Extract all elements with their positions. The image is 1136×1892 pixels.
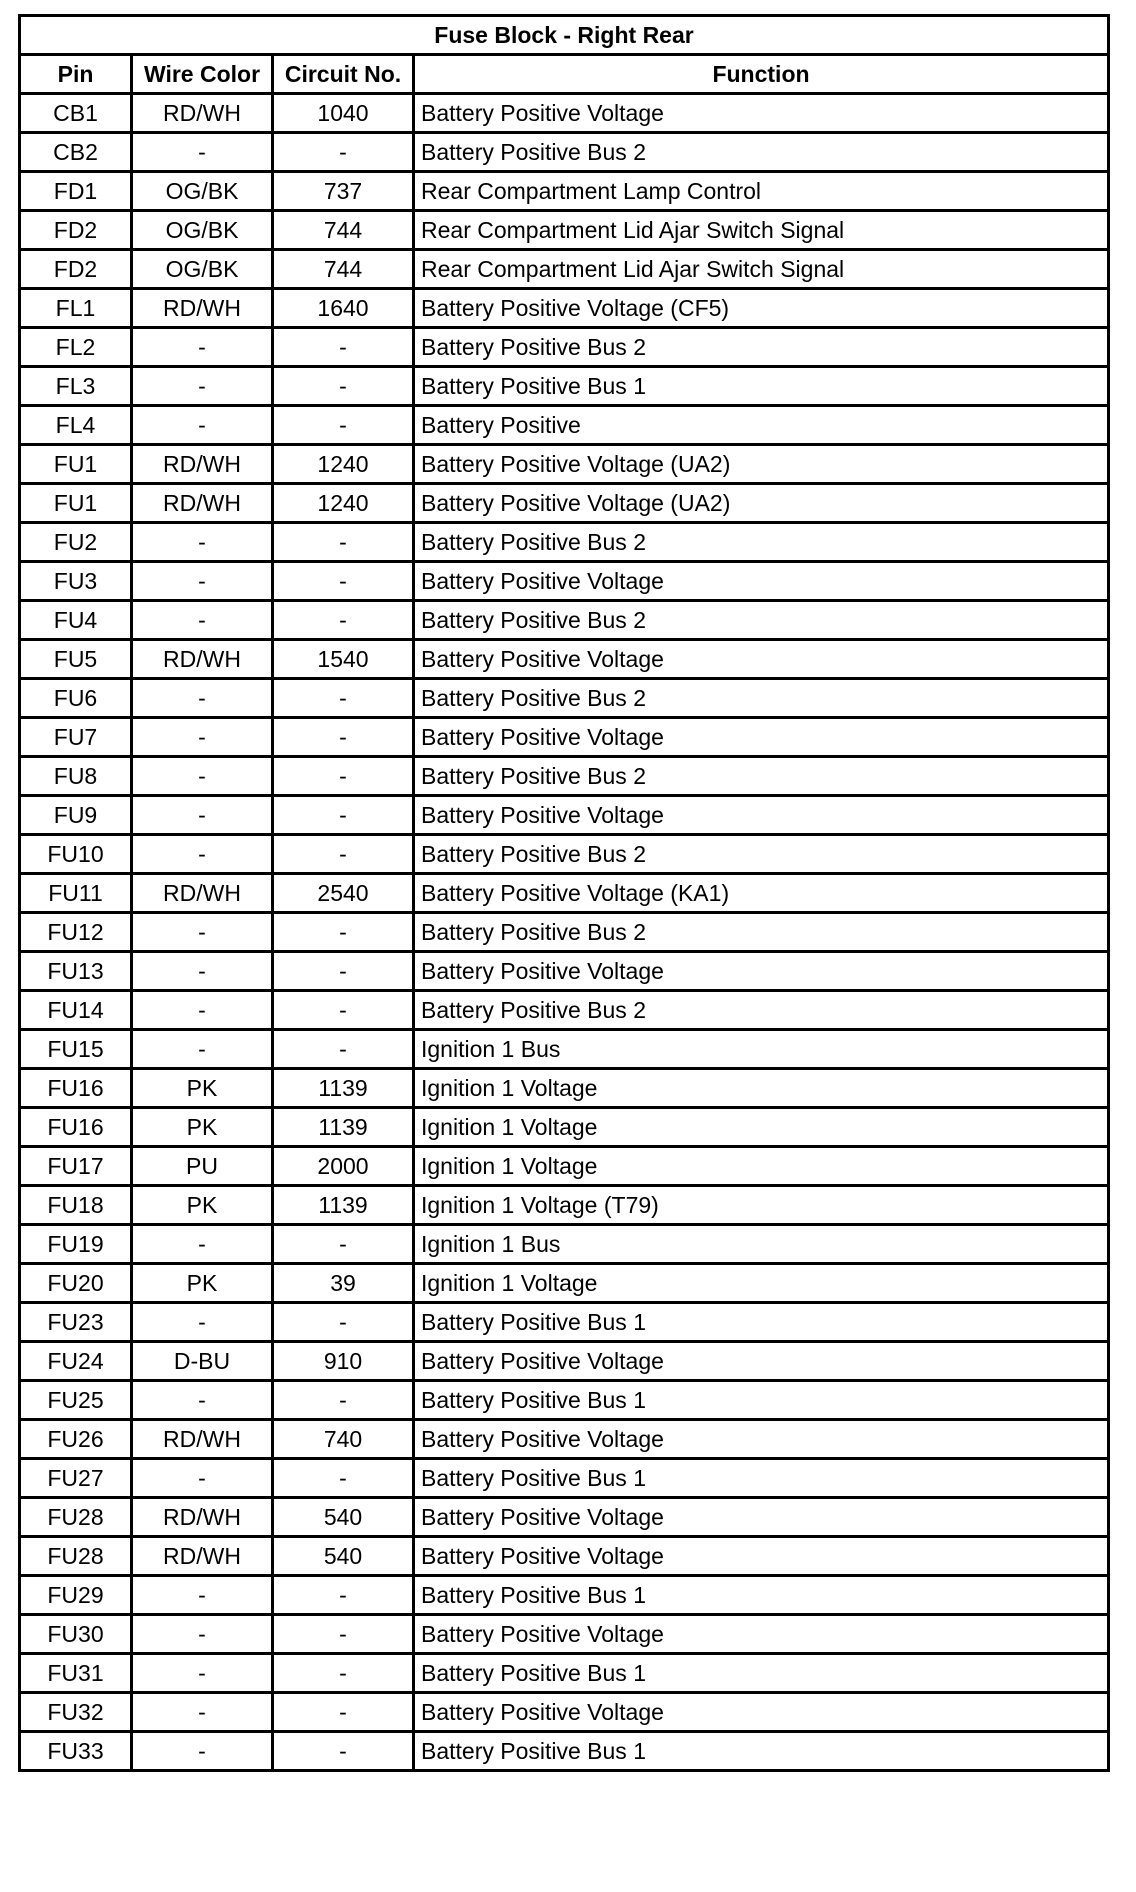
cell-circuit-no: - [273, 1615, 414, 1654]
cell-circuit-no: - [273, 1576, 414, 1615]
table-row [20, 991, 1109, 1030]
cell-pin: FU30 [20, 1615, 132, 1654]
cell-pin: FU2 [20, 523, 132, 562]
cell-function: Ignition 1 Voltage [414, 1147, 1109, 1186]
cell-function: Ignition 1 Voltage [414, 1108, 1109, 1147]
cell-function: Ignition 1 Voltage [414, 1264, 1109, 1303]
cell-wire-color: - [132, 367, 273, 406]
table-row [20, 1108, 1109, 1147]
cell-function: Battery Positive Bus 1 [414, 1576, 1109, 1615]
cell-pin: FU23 [20, 1303, 132, 1342]
cell-pin: FU24 [20, 1342, 132, 1381]
cell-pin: FL2 [20, 328, 132, 367]
cell-circuit-no: - [273, 1693, 414, 1732]
cell-pin: FU27 [20, 1459, 132, 1498]
table-row [20, 796, 1109, 835]
cell-circuit-no: - [273, 1732, 414, 1771]
cell-wire-color: - [132, 1225, 273, 1264]
cell-wire-color: - [132, 1693, 273, 1732]
cell-circuit-no: - [273, 406, 414, 445]
cell-circuit-no: - [273, 367, 414, 406]
cell-circuit-no: 1139 [273, 1069, 414, 1108]
cell-function: Battery Positive Voltage [414, 1498, 1109, 1537]
cell-circuit-no: - [273, 1303, 414, 1342]
table-row [20, 1537, 1109, 1576]
cell-wire-color: RD/WH [132, 289, 273, 328]
cell-pin: FU19 [20, 1225, 132, 1264]
cell-function: Battery Positive Voltage [414, 1342, 1109, 1381]
cell-pin: FU12 [20, 913, 132, 952]
cell-wire-color: - [132, 523, 273, 562]
table-row [20, 874, 1109, 913]
cell-pin: FU29 [20, 1576, 132, 1615]
cell-circuit-no: - [273, 1459, 414, 1498]
cell-wire-color: - [132, 757, 273, 796]
cell-pin: FU8 [20, 757, 132, 796]
cell-pin: FU20 [20, 1264, 132, 1303]
cell-wire-color: - [132, 1459, 273, 1498]
cell-circuit-no: - [273, 133, 414, 172]
cell-wire-color: - [132, 1381, 273, 1420]
table-row [20, 679, 1109, 718]
cell-circuit-no: - [273, 757, 414, 796]
cell-wire-color: - [132, 835, 273, 874]
cell-circuit-no: - [273, 991, 414, 1030]
table-row [20, 1654, 1109, 1693]
cell-circuit-no: 39 [273, 1264, 414, 1303]
cell-wire-color: - [132, 133, 273, 172]
cell-circuit-no: 1139 [273, 1186, 414, 1225]
table-row [20, 1147, 1109, 1186]
cell-function: Battery Positive Voltage [414, 952, 1109, 991]
cell-circuit-no: - [273, 1654, 414, 1693]
cell-wire-color: RD/WH [132, 94, 273, 133]
cell-pin: FU16 [20, 1108, 132, 1147]
cell-circuit-no: 737 [273, 172, 414, 211]
table-row [20, 406, 1109, 445]
cell-pin: FL3 [20, 367, 132, 406]
cell-function: Battery Positive Voltage [414, 718, 1109, 757]
cell-wire-color: - [132, 1615, 273, 1654]
cell-function: Ignition 1 Voltage (T79) [414, 1186, 1109, 1225]
header-circuit-no: Circuit No. [273, 55, 414, 94]
header-function: Function [414, 55, 1109, 94]
cell-circuit-no: 910 [273, 1342, 414, 1381]
cell-pin: FU18 [20, 1186, 132, 1225]
table-title-row [20, 16, 1109, 55]
cell-wire-color: - [132, 328, 273, 367]
cell-function: Battery Positive [414, 406, 1109, 445]
cell-pin: FU11 [20, 874, 132, 913]
cell-circuit-no: 744 [273, 211, 414, 250]
cell-wire-color: - [132, 1576, 273, 1615]
cell-wire-color: PK [132, 1069, 273, 1108]
cell-function: Battery Positive Bus 2 [414, 835, 1109, 874]
cell-wire-color: PU [132, 1147, 273, 1186]
cell-wire-color: PK [132, 1108, 273, 1147]
cell-pin: FL4 [20, 406, 132, 445]
table-row [20, 1381, 1109, 1420]
cell-pin: FU6 [20, 679, 132, 718]
cell-pin: FU17 [20, 1147, 132, 1186]
table-row [20, 640, 1109, 679]
table-row [20, 1576, 1109, 1615]
cell-circuit-no: - [273, 679, 414, 718]
cell-wire-color: - [132, 601, 273, 640]
cell-wire-color: - [132, 952, 273, 991]
table-row [20, 952, 1109, 991]
cell-wire-color: RD/WH [132, 1537, 273, 1576]
cell-function: Ignition 1 Voltage [414, 1069, 1109, 1108]
cell-function: Battery Positive Voltage [414, 1420, 1109, 1459]
table-row [20, 1420, 1109, 1459]
cell-circuit-no: - [273, 1381, 414, 1420]
cell-circuit-no: 1640 [273, 289, 414, 328]
cell-circuit-no: - [273, 796, 414, 835]
table-row [20, 1498, 1109, 1537]
table-row [20, 94, 1109, 133]
cell-wire-color: - [132, 718, 273, 757]
cell-function: Battery Positive Bus 2 [414, 757, 1109, 796]
cell-pin: FD2 [20, 250, 132, 289]
table-row [20, 1303, 1109, 1342]
cell-circuit-no: 2000 [273, 1147, 414, 1186]
cell-function: Battery Positive Voltage [414, 1693, 1109, 1732]
table-row [20, 1069, 1109, 1108]
cell-pin: FD2 [20, 211, 132, 250]
cell-circuit-no: 540 [273, 1498, 414, 1537]
cell-function: Battery Positive Voltage [414, 1537, 1109, 1576]
table-row [20, 835, 1109, 874]
cell-wire-color: OG/BK [132, 211, 273, 250]
table-row [20, 211, 1109, 250]
cell-circuit-no: - [273, 718, 414, 757]
cell-function: Battery Positive Voltage (CF5) [414, 289, 1109, 328]
cell-pin: FU31 [20, 1654, 132, 1693]
cell-function: Battery Positive Voltage [414, 796, 1109, 835]
cell-wire-color: - [132, 796, 273, 835]
cell-circuit-no: - [273, 1225, 414, 1264]
cell-wire-color: RD/WH [132, 1420, 273, 1459]
cell-pin: FU4 [20, 601, 132, 640]
cell-wire-color: - [132, 1732, 273, 1771]
table-row [20, 757, 1109, 796]
cell-wire-color: - [132, 913, 273, 952]
table-row [20, 1264, 1109, 1303]
cell-function: Rear Compartment Lamp Control [414, 172, 1109, 211]
table-row [20, 1615, 1109, 1654]
cell-function: Rear Compartment Lid Ajar Switch Signal [414, 211, 1109, 250]
table-row [20, 1693, 1109, 1732]
cell-wire-color: RD/WH [132, 1498, 273, 1537]
cell-circuit-no: 1040 [273, 94, 414, 133]
cell-function: Battery Positive Bus 1 [414, 367, 1109, 406]
cell-function: Battery Positive Bus 2 [414, 913, 1109, 952]
cell-wire-color: - [132, 406, 273, 445]
cell-pin: FU13 [20, 952, 132, 991]
cell-function: Battery Positive Bus 2 [414, 679, 1109, 718]
cell-function: Battery Positive Bus 1 [414, 1732, 1109, 1771]
cell-circuit-no: 1240 [273, 484, 414, 523]
cell-pin: FU3 [20, 562, 132, 601]
table-row [20, 601, 1109, 640]
table-row [20, 523, 1109, 562]
cell-pin: FU7 [20, 718, 132, 757]
cell-circuit-no: - [273, 1030, 414, 1069]
cell-wire-color: RD/WH [132, 445, 273, 484]
table-row [20, 1342, 1109, 1381]
cell-circuit-no: - [273, 562, 414, 601]
cell-circuit-no: 1240 [273, 445, 414, 484]
table-row [20, 1459, 1109, 1498]
cell-pin: FU33 [20, 1732, 132, 1771]
cell-circuit-no: 744 [273, 250, 414, 289]
table-row [20, 1732, 1109, 1771]
cell-circuit-no: - [273, 523, 414, 562]
cell-function: Rear Compartment Lid Ajar Switch Signal [414, 250, 1109, 289]
cell-pin: FU14 [20, 991, 132, 1030]
cell-pin: FU5 [20, 640, 132, 679]
cell-circuit-no: - [273, 913, 414, 952]
cell-wire-color: OG/BK [132, 172, 273, 211]
cell-circuit-no: 540 [273, 1537, 414, 1576]
cell-function: Battery Positive Voltage [414, 1615, 1109, 1654]
cell-function: Battery Positive Bus 2 [414, 133, 1109, 172]
table-header-row [20, 55, 1109, 94]
cell-wire-color: RD/WH [132, 484, 273, 523]
cell-function: Battery Positive Voltage [414, 94, 1109, 133]
cell-pin: FU25 [20, 1381, 132, 1420]
cell-pin: FU10 [20, 835, 132, 874]
cell-wire-color: - [132, 679, 273, 718]
cell-wire-color: - [132, 562, 273, 601]
table-row [20, 562, 1109, 601]
cell-circuit-no: - [273, 601, 414, 640]
table-row [20, 1225, 1109, 1264]
table-title: Fuse Block - Right Rear [20, 16, 1109, 55]
cell-pin: FU15 [20, 1030, 132, 1069]
table-row [20, 133, 1109, 172]
cell-circuit-no: 740 [273, 1420, 414, 1459]
cell-function: Ignition 1 Bus [414, 1030, 1109, 1069]
cell-function: Ignition 1 Bus [414, 1225, 1109, 1264]
cell-circuit-no: 2540 [273, 874, 414, 913]
cell-pin: FU9 [20, 796, 132, 835]
table-row [20, 1030, 1109, 1069]
cell-pin: CB1 [20, 94, 132, 133]
cell-pin: FU32 [20, 1693, 132, 1732]
table-row [20, 718, 1109, 757]
cell-wire-color: PK [132, 1264, 273, 1303]
table-row [20, 445, 1109, 484]
cell-pin: FL1 [20, 289, 132, 328]
cell-function: Battery Positive Bus 2 [414, 328, 1109, 367]
table-row [20, 289, 1109, 328]
cell-function: Battery Positive Voltage (UA2) [414, 484, 1109, 523]
cell-pin: FU28 [20, 1537, 132, 1576]
cell-wire-color: RD/WH [132, 874, 273, 913]
cell-pin: FU1 [20, 484, 132, 523]
table-row [20, 172, 1109, 211]
cell-function: Battery Positive Voltage [414, 562, 1109, 601]
cell-wire-color: RD/WH [132, 640, 273, 679]
cell-wire-color: - [132, 991, 273, 1030]
cell-circuit-no: - [273, 835, 414, 874]
table-row [20, 484, 1109, 523]
table-row [20, 367, 1109, 406]
table-row [20, 913, 1109, 952]
cell-circuit-no: - [273, 328, 414, 367]
cell-circuit-no: 1540 [273, 640, 414, 679]
header-pin: Pin [20, 55, 132, 94]
cell-circuit-no: - [273, 952, 414, 991]
cell-wire-color: OG/BK [132, 250, 273, 289]
cell-wire-color: D-BU [132, 1342, 273, 1381]
cell-function: Battery Positive Voltage (UA2) [414, 445, 1109, 484]
table-row [20, 1186, 1109, 1225]
cell-function: Battery Positive Bus 2 [414, 523, 1109, 562]
cell-wire-color: PK [132, 1186, 273, 1225]
cell-function: Battery Positive Bus 1 [414, 1459, 1109, 1498]
cell-function: Battery Positive Voltage (KA1) [414, 874, 1109, 913]
cell-function: Battery Positive Bus 2 [414, 601, 1109, 640]
cell-circuit-no: 1139 [273, 1108, 414, 1147]
cell-function: Battery Positive Bus 2 [414, 991, 1109, 1030]
cell-function: Battery Positive Voltage [414, 640, 1109, 679]
table-row [20, 328, 1109, 367]
cell-wire-color: - [132, 1303, 273, 1342]
cell-pin: FU16 [20, 1069, 132, 1108]
header-wire-color: Wire Color [132, 55, 273, 94]
cell-pin: FU1 [20, 445, 132, 484]
cell-wire-color: - [132, 1030, 273, 1069]
cell-pin: CB2 [20, 133, 132, 172]
fuse-block-table [18, 14, 1110, 1772]
table-body [20, 94, 1109, 1771]
cell-pin: FD1 [20, 172, 132, 211]
cell-pin: FU26 [20, 1420, 132, 1459]
cell-function: Battery Positive Bus 1 [414, 1381, 1109, 1420]
cell-function: Battery Positive Bus 1 [414, 1654, 1109, 1693]
cell-pin: FU28 [20, 1498, 132, 1537]
cell-wire-color: - [132, 1654, 273, 1693]
table-row [20, 250, 1109, 289]
cell-function: Battery Positive Bus 1 [414, 1303, 1109, 1342]
